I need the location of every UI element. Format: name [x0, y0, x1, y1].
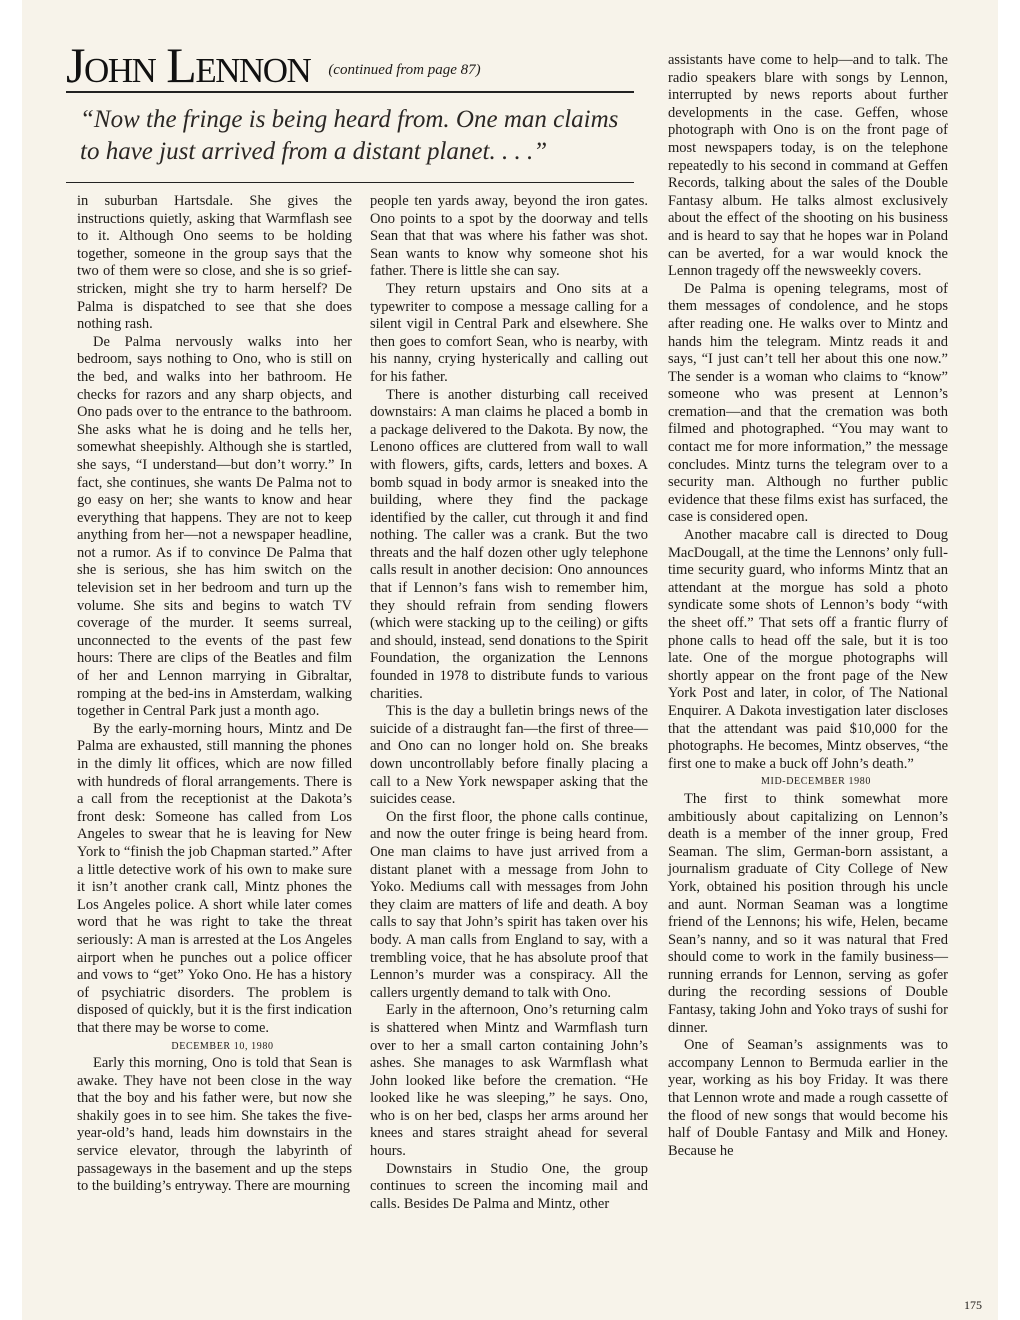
column-2 [370, 193, 648, 1213]
article-title [66, 36, 626, 94]
paragraph: De Palma is opening telegrams, most of them messages of condolence, and he stops after reading one. He walks over to Mintz and hands him the telegram. Mintz reads it and says, “I just can’t tell her about this one now.” The sender is a woman who claims to “know” someone who was present at Lennon’s cremation—and that the cremation was both filmed and photographed. “You may want to contact me for more information,” the message concludes. Mintz turns the telegram over to a security man. Although no further public evidence that these films exist has surfaced, the case is considered open. [668, 280, 948, 526]
paragraph: By the early-morning hours, Mintz and De Palma are exhausted, still manning the phones in the dimly lit offices, which are now filled with hundreds of floral arrangements. There is a call from the receptionist at the Dakota’s front desk: Someone has called from Los Angeles to swear that he is leaving for New York to “finish the job Chapman started.” After a little detective work of his own to make sure it isn’t another crank call, Mintz phones the Los Angeles police. A short while later comes word that he was right to take the threat seriously: A man is arrested at the Los Angeles airport when he punches out a police officer and vows to “get” Yoko Ono. He has a history of psychiatric disorders. The problem is disposed of quickly, but it is the first indication that there may be worse to come. [77, 720, 352, 1036]
pull-quote: “Now the fringe is being heard from. One man claims to have just arrived from a distant planet. . . .” [80, 106, 619, 165]
paragraph: On the first floor, the phone calls continue, and now the outer fringe is being heard from. One man claims to have just arrived from a distant planet with a message from John to Yoko. Mediums call with messages from John they claim are matters of life and death. A boy calls to say that John’s spirit has taken over his body. A man calls from England to say, with a trembling voice, that he has absolute proof that Lennon’s murder was a conspiracy. All the callers urgently demand to talk with Ono. [370, 808, 648, 1001]
continued-note: (continued from page 87) [328, 62, 481, 78]
column-3 [668, 52, 948, 1160]
paragraph: The first to think somewhat more ambitiously about capitalizing on Lennon’s death is a member of the inner group, Fred Seaman. The slim, German-born assistant, a journalism graduate of City College of New York, obtained his position through his uncle and aunt. Norman Seaman was a longtime friend of the Lennons; his wife, Helen, became Sean’s nanny, and so it was natural that Fred should come to work in the family business—running errands for Lennon, serving as gofer during the recording sessions of Double Fantasy, taking John and Yoko trays of sushi for dinner. [668, 790, 948, 1036]
paragraph: There is another disturbing call received downstairs: A man claims he placed a bomb in a package delivered to the Dakota. By now, the Lenono offices are cluttered from wall to wall with flowers, gifts, cards, letters and boxes. A bomb squad in body armor is sneaked into the building, where they find the package identified by the caller, cut through it and find nothing. The caller was a crank. But the two threats and the half dozen other ugly telephone calls result in another decision: Ono announces that if Lennon’s fans wish to remember him, they should refrain from sending flowers (which were stacking up to the ceiling) or gifts and should, instead, send donations to the Spirit Foundation, the organization the Lennons founded in 1978 to distribute funds to various charities. [370, 386, 648, 702]
bottom-rule [66, 182, 634, 183]
paragraph: Downstairs in Studio One, the group continues to screen the incoming mail and calls. Besides De Palma and Mintz, other [370, 1160, 648, 1212]
page-number: 175 [964, 1298, 982, 1312]
dateline: DECEMBER 10, 1980 [171, 1040, 274, 1052]
paragraph: assistants have come to help—and to talk. The radio speakers blare with songs by Lennon, interrupted by news reports about further developments in the case. Geffen, whose photograph with Ono is on the front page of most newspapers today, is on the telephone repeatedly to his second in command at Geffen Records, talking about the sales of the Double Fantasy album. He talks almost exclusively about the effect of the shooting on his business and is heard to say that he hopes war in Poland can be averted, for a war would knock the Lennon tragedy off the newsweekly covers. [668, 52, 948, 280]
paragraph: One of Seaman’s assignments was to accompany Lennon to Bermuda earlier in the year, working as his boy Friday. It was there that Lennon wrote and made a rough cassette of the flood of new songs that would become his half of Double Fantasy and Milk and Honey. Because he [668, 1037, 948, 1159]
paragraph: Early this morning, Ono is told that Sean is awake. They have not been close in the way that the boy and his father were, but now she shakily goes in to see him. She takes the five-year-old’s hand, leads him downstairs in the service elevator, through the labyrinth of passageways in the basement and up the steps to the building’s entryway. There are mourning [77, 1055, 352, 1195]
title-text: John Lennon [66, 37, 311, 93]
paragraph: Another macabre call is directed to Doug MacDougall, at the time the Lennons’ only full-time security guard, who informs Mintz that an attendant at the morgue has sold a photo syndicate some shots of Lennon’s body “with the sheet off.” That sets off a frantic flurry of phone calls to head off the sale, but it is too late. One of the morgue photographs will shortly appear on the front page of the New York Post and later, in color, of The National Enquirer. A Dakota investigation later discloses that the attendant was paid $10,000 for the photographs. He becomes, Mintz observes, “the first one to make a buck off John’s death.” [668, 527, 948, 772]
paragraph: This is the day a bulletin brings news of the suicide of a distraught fan—the first of three—and Ono can no longer hold on. She breaks down uncontrollably before finally placing a call to a New York newspaper asking that the suicides cease. [370, 703, 648, 808]
paragraph: in suburban Hartsdale. She gives the instructions quietly, asking that Warmflash see to it. Although Ono seems to be holding together, someone in the group says that the two of them were so close, and she is so grief-stricken, might she try to harm herself? De Palma is dispatched to see that she does nothing rash. [77, 193, 352, 333]
paragraph: De Palma nervously walks into her bedroom, says nothing to Ono, who is still on the bed, and walks into her bathroom. He checks for razors and any sharp objects, and Ono pads over to the entrance to the bathroom. She asks what he is doing and he tells her, somewhat sheepishly. Although she is startled, she says, “I understand—but don’t worry.” In fact, she continues, she wants De Palma not to go easy on her; she wants to know and hear everything that happens. They are not to keep anything from her—not a newspaper headline, not a rumor. As if to convince De Palma that she is serious, she has him switch on the television set in her bedroom and turn up the volume. She sits and begins to watch TV coverage of the murder. It seems surreal, unconnected to the events of the past few hours: There are clips of the Beatles and film of her and Lennon marrying in Gibraltar, romping at the bed-ins in Amsterdam, walking together in Central Park just a month ago. [77, 333, 352, 720]
dateline: MID-DECEMBER 1980 [761, 776, 871, 788]
top-rule [66, 91, 634, 93]
paragraph: They return upstairs and Ono sits at a typewriter to compose a message calling for a silent vigil in Central Park and elsewhere. She then goes to comfort Sean, who is nearby, with his nanny, crying hysterically and calling out for his father. [370, 280, 648, 385]
paragraph: Early in the afternoon, Ono’s returning calm is shattered when Mintz and Warmflash turn over to her a small carton containing John’s ashes. She manages to ask Warmflash what John looked like before the cremation. “He looked like he was sleeping,” he says. Ono, who is on her bed, clasps her arms around her knees and stares straight ahead for several hours. [370, 1002, 648, 1160]
paragraph: people ten yards away, beyond the iron gates. Ono points to a spot by the doorway and tells Sean that that was where his father was shot. Sean wants to know why someone shot his father. There is little she can say. [370, 193, 648, 280]
column-1 [77, 193, 352, 1196]
